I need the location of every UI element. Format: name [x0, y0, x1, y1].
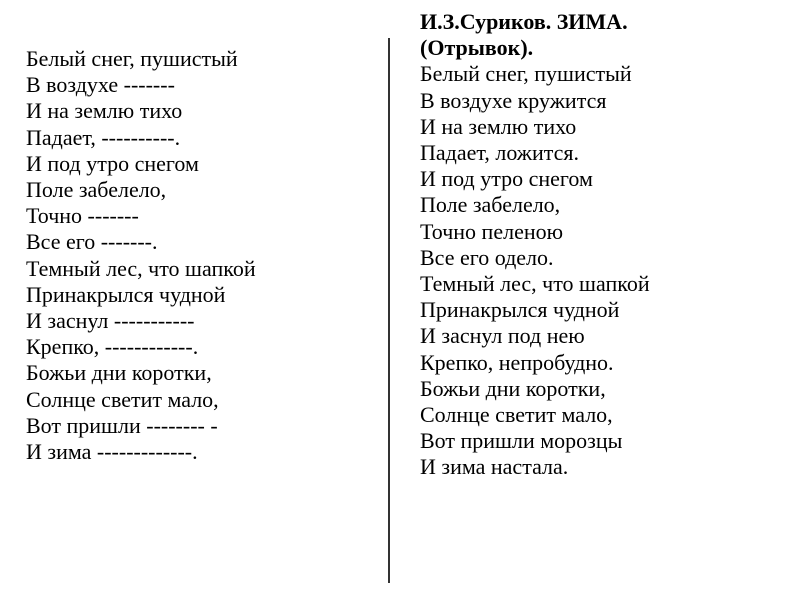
poem-line: Падает, ложится. [420, 140, 580, 166]
exercise-line: В воздухе ------- [26, 72, 175, 98]
poem-title: И.З.Суриков. ЗИМА. [420, 9, 628, 34]
exercise-line: И зима -------------. [26, 439, 198, 465]
exercise-line: Вот пришли -------- - [26, 412, 218, 438]
poem-line: И заснул под нею [420, 323, 585, 349]
poem-line: Поле забелело, [420, 192, 561, 218]
poem-line: И на землю тихо [420, 113, 577, 139]
poem-line: Все его одело. [420, 244, 554, 270]
poem-line: Точно пеленою [420, 218, 564, 244]
exercise-line: И на землю тихо [26, 98, 183, 124]
poem-line: Крепко, непробудно. [420, 349, 614, 375]
exercise-poem-with-blanks [26, 46, 256, 465]
exercise-line: Белый снег, пушистый [26, 46, 238, 71]
exercise-line: Солнце светит мало, [26, 386, 219, 412]
poem-line: Принакрылся чудной [420, 297, 620, 323]
poem-subtitle: (Отрывок). [420, 35, 534, 61]
exercise-line: Поле забелело, [26, 177, 167, 203]
poem-line: И зима настала. [420, 454, 569, 480]
poem-line: Вот пришли морозцы [420, 428, 623, 454]
poem-line: Белый снег, пушистый [420, 61, 632, 87]
exercise-line: Принакрылся чудной [26, 281, 226, 307]
exercise-line: Божьи дни коротки, [26, 360, 212, 386]
original-poem [420, 9, 650, 481]
exercise-line: Все его -------. [26, 229, 158, 255]
exercise-line: И заснул ----------- [26, 308, 195, 334]
exercise-line: Крепко, ------------. [26, 334, 199, 360]
column-divider [388, 38, 390, 583]
exercise-line: Темный лес, что шапкой [26, 255, 256, 281]
poem-line: Темный лес, что шапкой [420, 271, 650, 297]
exercise-line: Падает, ----------. [26, 124, 181, 150]
poem-line: В воздухе кружится [420, 87, 607, 113]
poem-line: И под утро снегом [420, 166, 593, 192]
exercise-line: Точно ------- [26, 203, 139, 229]
poem-line: Солнце светит мало, [420, 402, 613, 428]
poem-line: Божьи дни коротки, [420, 375, 606, 401]
exercise-line: И под утро снегом [26, 150, 199, 176]
